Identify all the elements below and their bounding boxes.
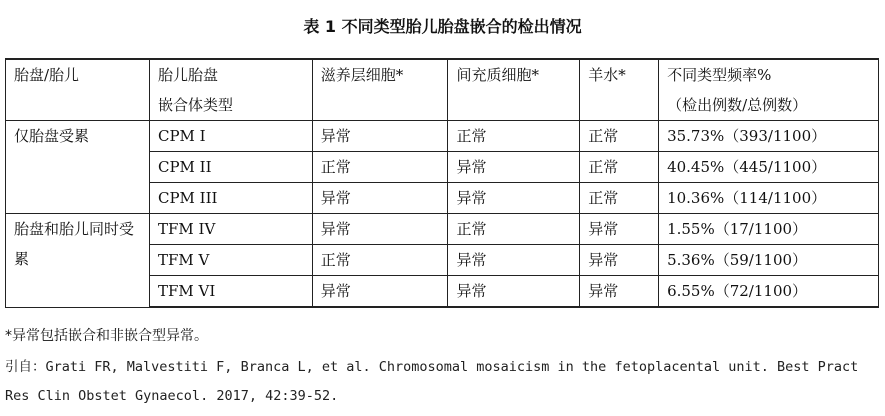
cell-trophoblast: 正常: [312, 152, 448, 183]
cell-frequency: 40.45%（445/1100）: [659, 152, 879, 183]
mosaicism-table: [5, 58, 879, 308]
cell-mesenchyme: 异常: [448, 183, 580, 214]
group-label: [6, 214, 150, 308]
cell-frequency: 10.36%（114/1100）: [659, 183, 879, 214]
table-footnote: *异常包括嵌合和非嵌合型异常。: [5, 328, 208, 344]
cell-type: CPM III: [149, 183, 312, 214]
cell-frequency: 5.36%（59/1100）: [659, 245, 879, 276]
header-trophoblast: 滋养层细胞*: [312, 59, 448, 121]
cell-trophoblast: 异常: [312, 183, 448, 214]
cell-amniotic: 异常: [580, 276, 659, 308]
cell-mesenchyme: 异常: [448, 152, 580, 183]
cell-mesenchyme: 正常: [448, 214, 580, 245]
cell-type: CPM I: [149, 121, 312, 152]
cell-type: TFM VI: [149, 276, 312, 308]
cell-type: CPM II: [149, 152, 312, 183]
group-label-text: 胎盘和胎儿同时受累: [14, 220, 135, 268]
cell-amniotic: 正常: [580, 152, 659, 183]
table-title: 表 1 不同类型胎儿胎盘嵌合的检出情况: [303, 17, 582, 36]
header-placenta-fetus: 胎盘/胎儿: [6, 59, 150, 121]
cell-amniotic: 正常: [580, 183, 659, 214]
cell-mesenchyme: 异常: [448, 276, 580, 308]
cell-trophoblast: 异常: [312, 276, 448, 308]
header-mosaic-type-line1: 胎儿胎盘: [157, 66, 218, 84]
cell-frequency: 6.55%（72/1100）: [659, 276, 879, 308]
header-mosaic-type-line2: 嵌合体类型: [157, 96, 233, 114]
header-frequency-line1: 不同类型频率%: [667, 66, 772, 84]
reference-citation: 引自：Grati FR, Malvestiti F, Branca L, et al. Chromosomal mosaicism in the fetoplacental unit. Best Pract Res Clin Obstet Gynaecol. 2017, 42:39-52.: [5, 359, 859, 404]
cell-trophoblast: 异常: [312, 214, 448, 245]
cell-frequency: 1.55%（17/1100）: [659, 214, 879, 245]
group-label: 仅胎盘受累: [6, 121, 150, 214]
cell-type: TFM V: [149, 245, 312, 276]
cell-amniotic: 异常: [580, 245, 659, 276]
cell-type: TFM IV: [149, 214, 312, 245]
header-frequency-line2: （检出例数/总例数）: [667, 96, 808, 114]
cell-mesenchyme: 正常: [448, 121, 580, 152]
header-mosaic-type: [149, 59, 312, 121]
cell-mesenchyme: 异常: [448, 245, 580, 276]
header-amniotic: 羊水*: [580, 59, 659, 121]
cell-frequency: 35.73%（393/1100）: [659, 121, 879, 152]
table-row: [6, 121, 879, 152]
header-mesenchyme: 间充质细胞*: [448, 59, 580, 121]
table-header-row: [6, 59, 879, 121]
cell-amniotic: 异常: [580, 214, 659, 245]
cell-trophoblast: 正常: [312, 245, 448, 276]
cell-amniotic: 正常: [580, 121, 659, 152]
table-row: [6, 214, 879, 245]
cell-trophoblast: 异常: [312, 121, 448, 152]
header-frequency: [659, 59, 879, 121]
